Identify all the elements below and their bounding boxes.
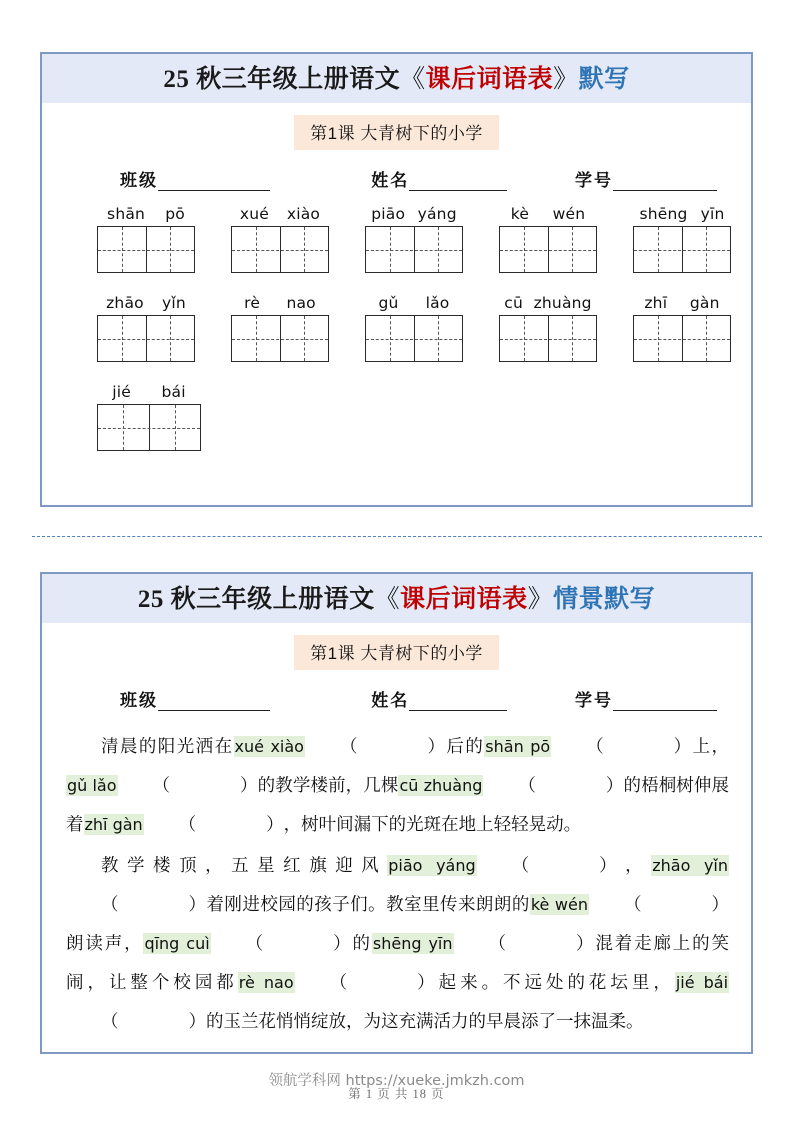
- tianzige-box[interactable]: [499, 226, 597, 273]
- worksheet-class-blank[interactable]: [158, 175, 270, 191]
- pinyin-highlight: jié bái: [675, 973, 729, 992]
- pinyin-highlight: zhī gàn: [84, 815, 143, 834]
- word-pinyin-label: gǔ lǎo: [378, 294, 450, 312]
- worksheet-class-label: 班级: [120, 171, 158, 190]
- tianzige-box[interactable]: [633, 315, 731, 362]
- tianzige-box[interactable]: [97, 226, 195, 273]
- footer-page-number: 第 1 页 共 18 页: [348, 1087, 445, 1101]
- tianzige-box[interactable]: [231, 226, 329, 273]
- worksheet-id-field[interactable]: [575, 166, 717, 191]
- worksheet-name-blank[interactable]: [409, 175, 507, 191]
- passage-title-prefix: 25 秋三年级上册语文: [137, 586, 375, 613]
- answer-blank[interactable]: （ ）: [511, 855, 617, 875]
- pinyin-highlight: kè wén: [530, 895, 589, 914]
- worksheet-title-bracket-close: 》: [553, 66, 579, 93]
- passage-title-bracket-close: 》: [527, 586, 554, 613]
- word-pinyin-label: rè nao: [244, 294, 316, 312]
- worksheet-id-blank[interactable]: [613, 175, 717, 191]
- word-entry: [499, 205, 597, 273]
- tianzige-square[interactable]: [366, 316, 414, 361]
- word-pinyin-label: shēng yīn: [639, 205, 725, 223]
- passage-text: 的梧桐树伸展着: [66, 775, 730, 834]
- tianzige-square[interactable]: [98, 227, 146, 272]
- passage-title-suffix: 情景默写: [553, 586, 656, 613]
- word-entry: [231, 205, 329, 273]
- word-entry: [365, 205, 463, 273]
- word-entry: [365, 294, 463, 362]
- passage-title-bar: [42, 574, 751, 623]
- worksheet-class-field[interactable]: [120, 166, 371, 191]
- answer-blank[interactable]: （ ）: [586, 736, 692, 756]
- answer-blank[interactable]: （ ）: [101, 1011, 206, 1031]
- worksheet-title-highlight: 课后词语表: [425, 66, 554, 93]
- word-grid-rows: [42, 205, 751, 451]
- pinyin-highlight: shān pō: [485, 737, 551, 756]
- word-pinyin-label: zhāo yǐn: [106, 294, 186, 312]
- tianzige-square[interactable]: [548, 316, 597, 361]
- word-grid-row: [97, 294, 731, 362]
- pinyin-highlight: qīng cuì: [144, 934, 210, 953]
- passage-text: 清晨的阳光洒在: [101, 736, 234, 756]
- passage-text: 起来。不远处的花坛里，: [434, 972, 675, 992]
- tianzige-square[interactable]: [414, 316, 463, 361]
- tianzige-box[interactable]: [365, 315, 463, 362]
- worksheet-name-label: 姓名: [371, 171, 410, 190]
- pinyin-highlight: xué xiào: [234, 737, 304, 756]
- passage-id-label: 学号: [575, 691, 613, 710]
- word-pinyin-label: zhī gàn: [644, 294, 720, 312]
- tianzige-box[interactable]: [633, 226, 731, 273]
- pinyin-highlight: gǔ lǎo: [67, 776, 117, 795]
- tianzige-square[interactable]: [682, 227, 731, 272]
- worksheet-lesson-wrap: [42, 115, 751, 150]
- tianzige-square[interactable]: [146, 227, 195, 272]
- passage-paragraph: [66, 727, 729, 844]
- passage-info-row: [42, 686, 751, 711]
- tianzige-square[interactable]: [500, 316, 548, 361]
- answer-blank[interactable]: （ ）: [178, 814, 284, 834]
- passage-text: 上，: [691, 736, 730, 756]
- section-divider: [32, 536, 762, 537]
- answer-blank[interactable]: （ ）: [339, 736, 445, 756]
- passage-title-bracket-open: 《: [374, 586, 401, 613]
- word-entry: [231, 294, 329, 362]
- word-pinyin-label: cū zhuàng: [504, 294, 592, 312]
- passage-body: [42, 727, 751, 1040]
- worksheet-card: [40, 52, 753, 507]
- worksheet-info-row: [42, 166, 751, 191]
- tianzige-square[interactable]: [634, 316, 682, 361]
- tianzige-square[interactable]: [98, 316, 146, 361]
- passage-paragraph: [66, 846, 729, 1040]
- tianzige-square[interactable]: [414, 227, 463, 272]
- tianzige-square[interactable]: [366, 227, 414, 272]
- pinyin-highlight: cū zhuàng: [399, 776, 483, 795]
- tianzige-square[interactable]: [280, 316, 329, 361]
- passage-lesson-wrap: [42, 635, 751, 670]
- worksheet-id-label: 学号: [575, 171, 613, 190]
- tianzige-square[interactable]: [548, 227, 597, 272]
- word-pinyin-label: piāo yáng: [371, 205, 457, 223]
- passage-text: ，树叶间漏下的光斑在地上轻轻晃动。: [283, 814, 582, 834]
- passage-class-blank[interactable]: [158, 695, 270, 711]
- tianzige-box[interactable]: [97, 404, 201, 451]
- passage-text: 后的: [444, 736, 485, 756]
- word-entry: [97, 205, 195, 273]
- tianzige-box[interactable]: [231, 315, 329, 362]
- word-grid-row: [97, 205, 731, 273]
- tianzige-square[interactable]: [232, 227, 280, 272]
- passage-text: 混着走廊上的笑闹，让整个校园都: [66, 933, 730, 992]
- word-pinyin-label: jié bái: [112, 383, 186, 401]
- passage-text: ，: [616, 855, 652, 875]
- tianzige-square[interactable]: [98, 405, 149, 450]
- tianzige-square[interactable]: [280, 227, 329, 272]
- answer-blank[interactable]: （ ）: [152, 775, 258, 795]
- passage-id-field[interactable]: [575, 686, 717, 711]
- footer-watermark: 领航学科网 https://xueke.jmkzh.com: [268, 1073, 525, 1089]
- passage-title-highlight: 课后词语表: [400, 586, 528, 613]
- tianzige-box[interactable]: [499, 315, 597, 362]
- tianzige-square[interactable]: [500, 227, 548, 272]
- passage-id-blank[interactable]: [613, 695, 717, 711]
- passage-name-label: 姓名: [371, 691, 410, 710]
- answer-blank[interactable]: （ ）: [101, 894, 206, 914]
- passage-text: 朗读声，: [66, 933, 144, 953]
- tianzige-square[interactable]: [232, 316, 280, 361]
- tianzige-box[interactable]: [365, 226, 463, 273]
- passage-text: 着刚进校园的孩子们。教室里传来朗朗的: [206, 894, 530, 914]
- worksheet-title-bracket-open: 《: [400, 66, 426, 93]
- answer-blank[interactable]: （ ）: [329, 972, 435, 992]
- tianzige-square[interactable]: [682, 316, 731, 361]
- answer-blank[interactable]: （ ）: [245, 933, 351, 953]
- word-entry: [97, 294, 195, 362]
- passage-card: [40, 572, 753, 1054]
- word-entry: [97, 383, 201, 451]
- tianzige-square[interactable]: [149, 405, 201, 450]
- tianzige-box[interactable]: [97, 315, 195, 362]
- worksheet-lesson-badge: 第1课 大青树下的小学: [294, 115, 499, 150]
- passage-class-label: 班级: [120, 691, 158, 710]
- answer-blank[interactable]: （ ）: [624, 894, 730, 914]
- pinyin-highlight: piāo yáng: [388, 856, 476, 875]
- pinyin-highlight: rè nao: [238, 973, 294, 992]
- passage-lesson-badge: 第1课 大青树下的小学: [294, 635, 499, 670]
- worksheet-title-prefix: 25 秋三年级上册语文: [163, 66, 401, 93]
- answer-blank[interactable]: （ ）: [488, 933, 594, 953]
- passage-text: 的玉兰花悄悄绽放，为这充满活力的早晨添了一抹温柔。: [206, 1011, 644, 1031]
- worksheet-title-bar: [42, 54, 751, 103]
- passage-name-field[interactable]: [371, 686, 575, 711]
- passage-name-blank[interactable]: [409, 695, 507, 711]
- pinyin-highlight: shēng yīn: [372, 934, 453, 953]
- answer-blank[interactable]: （ ）: [518, 775, 624, 795]
- worksheet-name-field[interactable]: [371, 166, 575, 191]
- word-pinyin-label: kè wén: [510, 205, 586, 223]
- word-grid-row: [97, 383, 731, 451]
- tianzige-square[interactable]: [146, 316, 195, 361]
- tianzige-square[interactable]: [634, 227, 682, 272]
- passage-class-field[interactable]: [120, 686, 371, 711]
- worksheet-title-suffix: 默写: [578, 66, 630, 93]
- word-entry: [499, 294, 597, 362]
- word-pinyin-label: shān pō: [107, 205, 185, 223]
- word-entry: [633, 294, 731, 362]
- passage-text: 教学楼顶，五星红旗迎风: [101, 855, 388, 875]
- word-pinyin-label: xué xiào: [239, 205, 321, 223]
- passage-text: 的教学楼前，几棵: [257, 775, 399, 795]
- passage-text: 的: [350, 933, 372, 953]
- word-entry: [633, 205, 731, 273]
- pinyin-highlight: zhāo yǐn: [652, 856, 729, 875]
